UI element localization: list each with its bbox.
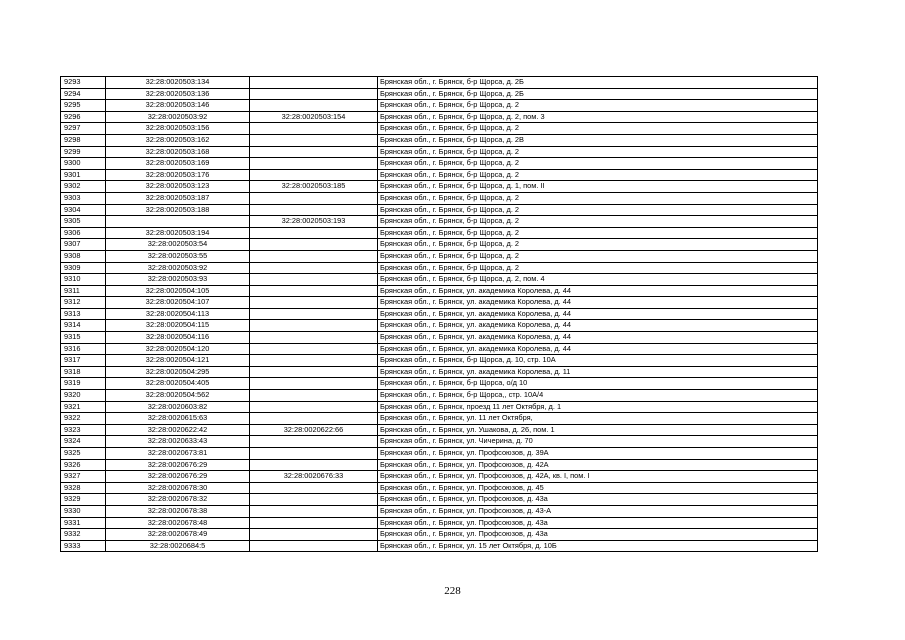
table-row	[61, 158, 818, 170]
row-number-cell: 9325	[61, 448, 106, 460]
table-row	[61, 494, 818, 506]
address-cell: Брянская обл., г. Брянск, б-р Щорса, д. 2	[378, 204, 818, 216]
cadastral-number-cell: 32:28:0020504:405	[106, 378, 250, 390]
address-cell: Брянская обл., г. Брянск, ул. Профсоюзов, д. 42А	[378, 459, 818, 471]
related-cadastral-number-cell	[250, 343, 378, 355]
cadastral-number-cell: 32:28:0020678:32	[106, 494, 250, 506]
address-cell: Брянская обл., г. Брянск, б-р Щорса, д. 2	[378, 192, 818, 204]
address-cell: Брянская обл., г. Брянск, ул. Профсоюзов, д. 43а	[378, 494, 818, 506]
related-cadastral-number-cell	[250, 355, 378, 367]
row-number-cell: 9305	[61, 216, 106, 228]
cadastral-number-cell: 32:28:0020615:63	[106, 413, 250, 425]
row-number-cell: 9307	[61, 239, 106, 251]
table-row	[61, 436, 818, 448]
address-cell: Брянская обл., г. Брянск, б-р Щорса, д. 2	[378, 250, 818, 262]
related-cadastral-number-cell	[250, 285, 378, 297]
row-number-cell: 9327	[61, 471, 106, 483]
cadastral-number-cell: 32:28:0020503:162	[106, 134, 250, 146]
table-row	[61, 146, 818, 158]
cadastral-number-cell: 32:28:0020504:116	[106, 332, 250, 344]
row-number-cell: 9293	[61, 77, 106, 89]
address-cell: Брянская обл., г. Брянск, ул. академика Королева, д. 44	[378, 285, 818, 297]
related-cadastral-number-cell	[250, 401, 378, 413]
table-row	[61, 181, 818, 193]
row-number-cell: 9321	[61, 401, 106, 413]
address-cell: Брянская обл., г. Брянск, б-р Щорса, д. 2	[378, 262, 818, 274]
cadastral-number-cell: 32:28:0020503:93	[106, 274, 250, 286]
related-cadastral-number-cell	[250, 100, 378, 112]
table-row	[61, 239, 818, 251]
row-number-cell: 9315	[61, 332, 106, 344]
row-number-cell: 9318	[61, 366, 106, 378]
cadastral-number-cell: 32:28:0020504:113	[106, 308, 250, 320]
row-number-cell: 9295	[61, 100, 106, 112]
related-cadastral-number-cell	[250, 192, 378, 204]
cadastral-number-cell: 32:28:0020503:123	[106, 181, 250, 193]
related-cadastral-number-cell	[250, 366, 378, 378]
cadastral-number-cell: 32:28:0020503:176	[106, 169, 250, 181]
related-cadastral-number-cell	[250, 250, 378, 262]
row-number-cell: 9312	[61, 297, 106, 309]
table-row	[61, 250, 818, 262]
cadastral-number-cell: 32:28:0020503:136	[106, 88, 250, 100]
related-cadastral-number-cell	[250, 146, 378, 158]
table-row	[61, 401, 818, 413]
table-row	[61, 482, 818, 494]
table-row	[61, 540, 818, 552]
cadastral-number-cell: 32:28:0020503:194	[106, 227, 250, 239]
related-cadastral-number-cell	[250, 227, 378, 239]
address-cell: Брянская обл., г. Брянск, ул. Профсоюзов, д. 39А	[378, 448, 818, 460]
address-cell: Брянская обл., г. Брянск, б-р Щорса, д. 2В	[378, 134, 818, 146]
row-number-cell: 9323	[61, 424, 106, 436]
table-row	[61, 88, 818, 100]
related-cadastral-number-cell	[250, 88, 378, 100]
table-row	[61, 413, 818, 425]
row-number-cell: 9304	[61, 204, 106, 216]
table-row	[61, 366, 818, 378]
cadastral-number-cell: 32:28:0020676:29	[106, 459, 250, 471]
page-number: 228	[444, 585, 461, 597]
row-number-cell: 9300	[61, 158, 106, 170]
row-number-cell: 9330	[61, 505, 106, 517]
row-number-cell: 9320	[61, 390, 106, 402]
table-row	[61, 169, 818, 181]
table-row	[61, 262, 818, 274]
row-number-cell: 9310	[61, 274, 106, 286]
related-cadastral-number-cell	[250, 297, 378, 309]
row-number-cell: 9314	[61, 320, 106, 332]
cadastral-number-cell: 32:28:0020676:29	[106, 471, 250, 483]
cadastral-number-cell: 32:28:0020504:562	[106, 390, 250, 402]
address-cell: Брянская обл., г. Брянск, б-р Щорса, д. 2	[378, 146, 818, 158]
related-cadastral-number-cell	[250, 204, 378, 216]
address-cell: Брянская обл., г. Брянск, б-р Щорса, д. 2	[378, 227, 818, 239]
row-number-cell: 9309	[61, 262, 106, 274]
cadastral-number-cell: 32:28:0020678:38	[106, 505, 250, 517]
address-cell: Брянская обл., г. Брянск, б-р Щорса, д. 2	[378, 216, 818, 228]
row-number-cell: 9297	[61, 123, 106, 135]
related-cadastral-number-cell	[250, 413, 378, 425]
address-cell: Брянская обл., г. Брянск, б-р Щорса, д. 1, пом. II	[378, 181, 818, 193]
related-cadastral-number-cell	[250, 262, 378, 274]
related-cadastral-number-cell	[250, 436, 378, 448]
address-cell: Брянская обл., г. Брянск, проезд 11 лет Октября, д. 1	[378, 401, 818, 413]
cadastral-number-cell: 32:28:0020503:146	[106, 100, 250, 112]
address-cell: Брянская обл., г. Брянск, б-р Щорса, д. 2, пом. 4	[378, 274, 818, 286]
cadastral-number-cell: 32:28:0020622:42	[106, 424, 250, 436]
row-number-cell: 9317	[61, 355, 106, 367]
related-cadastral-number-cell: 32:28:0020622:66	[250, 424, 378, 436]
table-row	[61, 332, 818, 344]
row-number-cell: 9306	[61, 227, 106, 239]
address-cell: Брянская обл., г. Брянск, ул. академика Королева, д. 44	[378, 343, 818, 355]
table-row	[61, 529, 818, 541]
related-cadastral-number-cell	[250, 494, 378, 506]
cadastral-number-cell: 32:28:0020503:187	[106, 192, 250, 204]
cadastral-number-cell: 32:28:0020503:169	[106, 158, 250, 170]
row-number-cell: 9301	[61, 169, 106, 181]
related-cadastral-number-cell	[250, 239, 378, 251]
cadastral-number-cell: 32:28:0020603:82	[106, 401, 250, 413]
related-cadastral-number-cell	[250, 332, 378, 344]
address-cell: Брянская обл., г. Брянск, ул. академика Королева, д. 44	[378, 308, 818, 320]
cadastral-number-cell: 32:28:0020504:115	[106, 320, 250, 332]
related-cadastral-number-cell	[250, 77, 378, 89]
related-cadastral-number-cell	[250, 378, 378, 390]
table-row	[61, 192, 818, 204]
related-cadastral-number-cell	[250, 308, 378, 320]
address-cell: Брянская обл., г. Брянск, б-р Щорса, д. 2, пом. 3	[378, 111, 818, 123]
cadastral-number-cell: 32:28:0020504:295	[106, 366, 250, 378]
cadastral-number-cell: 32:28:0020504:121	[106, 355, 250, 367]
table-row	[61, 100, 818, 112]
address-cell: Брянская обл., г. Брянск, б-р Щорса, о/д 10	[378, 378, 818, 390]
related-cadastral-number-cell	[250, 540, 378, 552]
table-row	[61, 77, 818, 89]
row-number-cell: 9303	[61, 192, 106, 204]
table-row	[61, 123, 818, 135]
related-cadastral-number-cell: 32:28:0020676:33	[250, 471, 378, 483]
table-row	[61, 459, 818, 471]
table-row	[61, 448, 818, 460]
row-number-cell: 9329	[61, 494, 106, 506]
table-row	[61, 424, 818, 436]
row-number-cell: 9316	[61, 343, 106, 355]
address-cell: Брянская обл., г. Брянск, ул. Профсоюзов, д. 45	[378, 482, 818, 494]
row-number-cell: 9294	[61, 88, 106, 100]
cadastral-number-cell: 32:28:0020503:188	[106, 204, 250, 216]
address-cell: Брянская обл., г. Брянск, ул. академика Королева, д. 44	[378, 297, 818, 309]
related-cadastral-number-cell	[250, 459, 378, 471]
related-cadastral-number-cell	[250, 123, 378, 135]
table-row	[61, 227, 818, 239]
address-cell: Брянская обл., г. Брянск, ул. 15 лет Октября, д. 10Б	[378, 540, 818, 552]
row-number-cell: 9326	[61, 459, 106, 471]
address-cell: Брянская обл., г. Брянск, б-р Щорса, д. 2	[378, 100, 818, 112]
row-number-cell: 9313	[61, 308, 106, 320]
table-row	[61, 505, 818, 517]
row-number-cell: 9296	[61, 111, 106, 123]
table-row	[61, 378, 818, 390]
cadastral-number-cell: 32:28:0020503:92	[106, 111, 250, 123]
cadastral-number-cell: 32:28:0020504:105	[106, 285, 250, 297]
related-cadastral-number-cell	[250, 134, 378, 146]
row-number-cell: 9333	[61, 540, 106, 552]
table-row	[61, 274, 818, 286]
address-cell: Брянская обл., г. Брянск, б-р Щорса, д. 2	[378, 123, 818, 135]
table-row	[61, 517, 818, 529]
row-number-cell: 9332	[61, 529, 106, 541]
address-cell: Брянская обл., г. Брянск, ул. академика Королева, д. 44	[378, 320, 818, 332]
row-number-cell: 9299	[61, 146, 106, 158]
address-cell: Брянская обл., г. Брянск, ул. Профсоюзов, д. 43-А	[378, 505, 818, 517]
cadastral-number-cell	[106, 216, 250, 228]
address-cell: Брянская обл., г. Брянск, б-р Щорса, д. 2	[378, 239, 818, 251]
table-row	[61, 111, 818, 123]
cadastral-number-cell: 32:28:0020503:92	[106, 262, 250, 274]
related-cadastral-number-cell: 32:28:0020503:154	[250, 111, 378, 123]
related-cadastral-number-cell	[250, 390, 378, 402]
cadastral-number-cell: 32:28:0020504:107	[106, 297, 250, 309]
cadastral-number-cell: 32:28:0020678:48	[106, 517, 250, 529]
address-cell: Брянская обл., г. Брянск, ул. академика Королева, д. 11	[378, 366, 818, 378]
cadastral-number-cell: 32:28:0020504:120	[106, 343, 250, 355]
related-cadastral-number-cell: 32:28:0020503:193	[250, 216, 378, 228]
related-cadastral-number-cell: 32:28:0020503:185	[250, 181, 378, 193]
table-row	[61, 216, 818, 228]
related-cadastral-number-cell	[250, 517, 378, 529]
row-number-cell: 9328	[61, 482, 106, 494]
related-cadastral-number-cell	[250, 320, 378, 332]
table-row	[61, 355, 818, 367]
address-cell: Брянская обл., г. Брянск, ул. академика Королева, д. 44	[378, 332, 818, 344]
address-cell: Брянская обл., г. Брянск, ул. Ушакова, д. 26, пом. 1	[378, 424, 818, 436]
address-cell: Брянская обл., г. Брянск, б-р Щорса, д. 2Б	[378, 77, 818, 89]
row-number-cell: 9302	[61, 181, 106, 193]
table-row	[61, 297, 818, 309]
address-cell: Брянская обл., г. Брянск, ул. Профсоюзов, д. 43а	[378, 517, 818, 529]
table-row	[61, 343, 818, 355]
registry-table	[60, 76, 818, 552]
registry-table-body	[61, 77, 818, 552]
address-cell: Брянская обл., г. Брянск, ул. Профсоюзов, д. 43а	[378, 529, 818, 541]
table-row	[61, 390, 818, 402]
cadastral-number-cell: 32:28:0020684:5	[106, 540, 250, 552]
address-cell: Брянская обл., г. Брянск, ул. 11 лет Октября,	[378, 413, 818, 425]
address-cell: Брянская обл., г. Брянск, ул. Профсоюзов, д. 42А, кв. I, пом. I	[378, 471, 818, 483]
cadastral-number-cell: 32:28:0020503:134	[106, 77, 250, 89]
address-cell: Брянская обл., г. Брянск, б-р Щорса, д. 2	[378, 158, 818, 170]
row-number-cell: 9311	[61, 285, 106, 297]
row-number-cell: 9308	[61, 250, 106, 262]
address-cell: Брянская обл., г. Брянск, б-р Щорса, д. 2	[378, 169, 818, 181]
table-row	[61, 204, 818, 216]
cadastral-number-cell: 32:28:0020678:49	[106, 529, 250, 541]
table-row	[61, 308, 818, 320]
table-row	[61, 320, 818, 332]
row-number-cell: 9331	[61, 517, 106, 529]
table-row	[61, 471, 818, 483]
cadastral-number-cell: 32:28:0020503:168	[106, 146, 250, 158]
address-cell: Брянская обл., г. Брянск, б-р Щорса,, стр. 10А/4	[378, 390, 818, 402]
row-number-cell: 9322	[61, 413, 106, 425]
related-cadastral-number-cell	[250, 448, 378, 460]
address-cell: Брянская обл., г. Брянск, ул. Чичерина, д. 70	[378, 436, 818, 448]
related-cadastral-number-cell	[250, 169, 378, 181]
table-row	[61, 285, 818, 297]
address-cell: Брянская обл., г. Брянск, б-р Щорса, д. 10, стр. 10А	[378, 355, 818, 367]
cadastral-number-cell: 32:28:0020673:81	[106, 448, 250, 460]
related-cadastral-number-cell	[250, 158, 378, 170]
cadastral-number-cell: 32:28:0020633:43	[106, 436, 250, 448]
cadastral-number-cell: 32:28:0020503:54	[106, 239, 250, 251]
cadastral-number-cell: 32:28:0020678:30	[106, 482, 250, 494]
row-number-cell: 9324	[61, 436, 106, 448]
related-cadastral-number-cell	[250, 505, 378, 517]
related-cadastral-number-cell	[250, 482, 378, 494]
related-cadastral-number-cell	[250, 529, 378, 541]
address-cell: Брянская обл., г. Брянск, б-р Щорса, д. 2Б	[378, 88, 818, 100]
row-number-cell: 9298	[61, 134, 106, 146]
related-cadastral-number-cell	[250, 274, 378, 286]
table-row	[61, 134, 818, 146]
cadastral-number-cell: 32:28:0020503:55	[106, 250, 250, 262]
row-number-cell: 9319	[61, 378, 106, 390]
cadastral-number-cell: 32:28:0020503:156	[106, 123, 250, 135]
